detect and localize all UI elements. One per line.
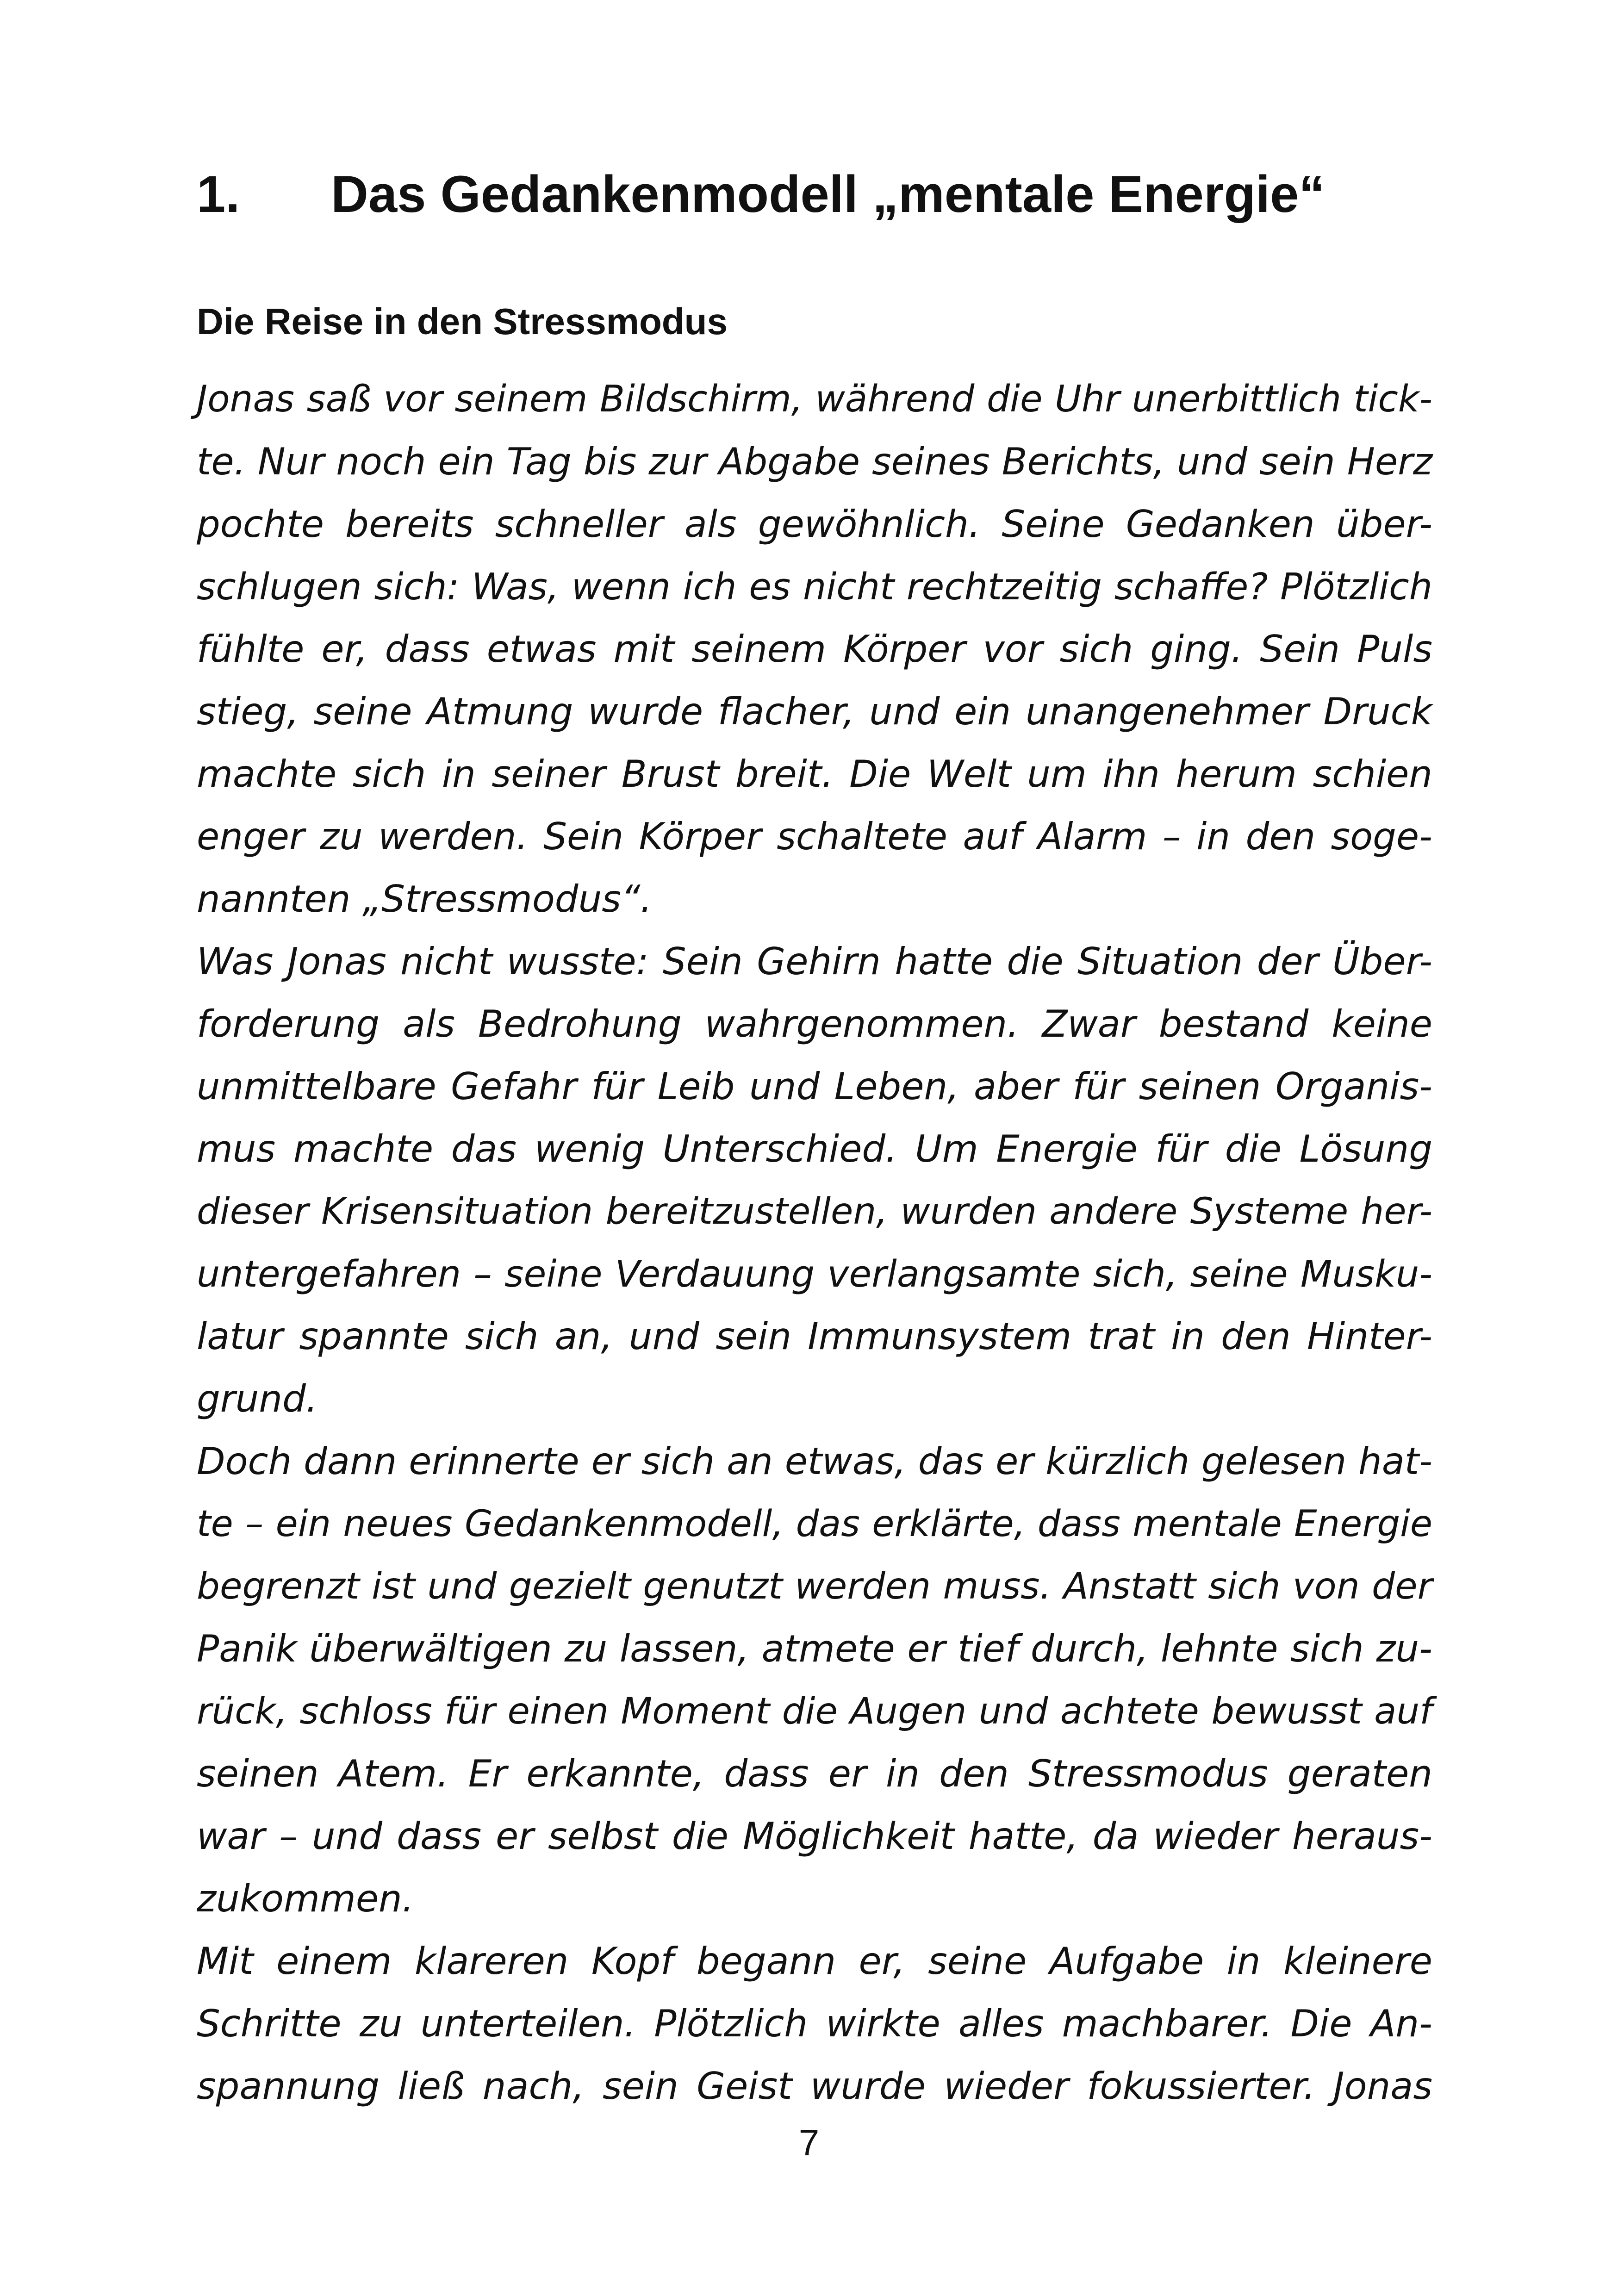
body-line: unmittelbare Gefahr für Leib und Leben, aber für seinen Organis- [197, 1065, 1432, 1108]
body-line: Was Jonas nicht wusste: Sein Gehirn hatte die Situation der Über- [197, 940, 1432, 983]
body-line: schlugen sich: Was, wenn ich es nicht rechtzeitig schaffe? Plötzlich [197, 565, 1432, 608]
body-line: grund. [197, 1377, 318, 1420]
body-line: dieser Krisensituation bereitzustellen, wurden andere Systeme her- [197, 1190, 1432, 1232]
chapter-number: 1. [197, 165, 240, 223]
body-line: stieg, seine Atmung wurde flacher, und ein unangenehmer Druck [197, 690, 1432, 733]
body-line: te. Nur noch ein Tag bis zur Abgabe seines Berichts, und sein Herz [197, 440, 1432, 483]
chapter-title: Das Gedankenmodell „mentale Energie“ [331, 165, 1325, 223]
body-line: fühlte er, dass etwas mit seinem Körper vor sich ging. Sein Puls [197, 628, 1432, 671]
body-text [197, 368, 1432, 2117]
body-line: rück, schloss für einen Moment die Augen und achtete bewusst auf [197, 1690, 1432, 1732]
body-line: war – und dass er selbst die Möglichkeit hatte, da wieder heraus- [197, 1815, 1432, 1858]
body-line: te – ein neues Gedankenmodell, das erklärte, dass mentale Energie [197, 1503, 1432, 1545]
body-line: Doch dann erinnerte er sich an etwas, das er kürzlich gelesen hat- [197, 1440, 1432, 1483]
chapter-heading [197, 160, 1446, 229]
body-line: spannung ließ nach, sein Geist wurde wieder fokussierter. Jonas [197, 2065, 1432, 2108]
body-line: Jonas saß vor seinem Bildschirm, während die Uhr unerbittlich tick- [197, 378, 1432, 420]
body-line: seinen Atem. Er erkannte, dass er in den Stressmodus geraten [197, 1752, 1432, 1795]
body-line: untergefahren – seine Verdauung verlangsamte sich, seine Musku- [197, 1252, 1432, 1295]
body-line: Schritte zu unterteilen. Plötzlich wirkte alles machbarer. Die An- [197, 2002, 1432, 2045]
body-line: pochte bereits schneller als gewöhnlich. Seine Gedanken über- [197, 503, 1432, 546]
page-number: 7 [798, 2122, 820, 2163]
body-line: latur spannte sich an, und sein Immunsystem trat in den Hinter- [197, 1315, 1432, 1358]
body-line: forderung als Bedrohung wahrgenommen. Zwar bestand keine [197, 1002, 1432, 1045]
body-line: zukommen. [197, 1877, 414, 1920]
body-line: machte sich in seiner Brust breit. Die Welt um ihn herum schien [197, 753, 1432, 796]
body-line: nannten „Stressmodus“. [197, 877, 652, 921]
body-line: Mit einem klareren Kopf begann er, seine Aufgabe in kleinere [197, 1940, 1432, 1983]
body-line: enger zu werden. Sein Körper schaltete auf Alarm – in den soge- [197, 815, 1432, 858]
body-line: mus machte das wenig Unterschied. Um Energie für die Lösung [197, 1127, 1432, 1170]
body-line: Panik überwältigen zu lassen, atmete er tief durch, lehnte sich zu- [197, 1627, 1432, 1670]
section-heading: Die Reise in den Stressmodus [197, 301, 728, 342]
body-line: begrenzt ist und gezielt genutzt werden muss. Anstatt sich von der [197, 1565, 1432, 1607]
